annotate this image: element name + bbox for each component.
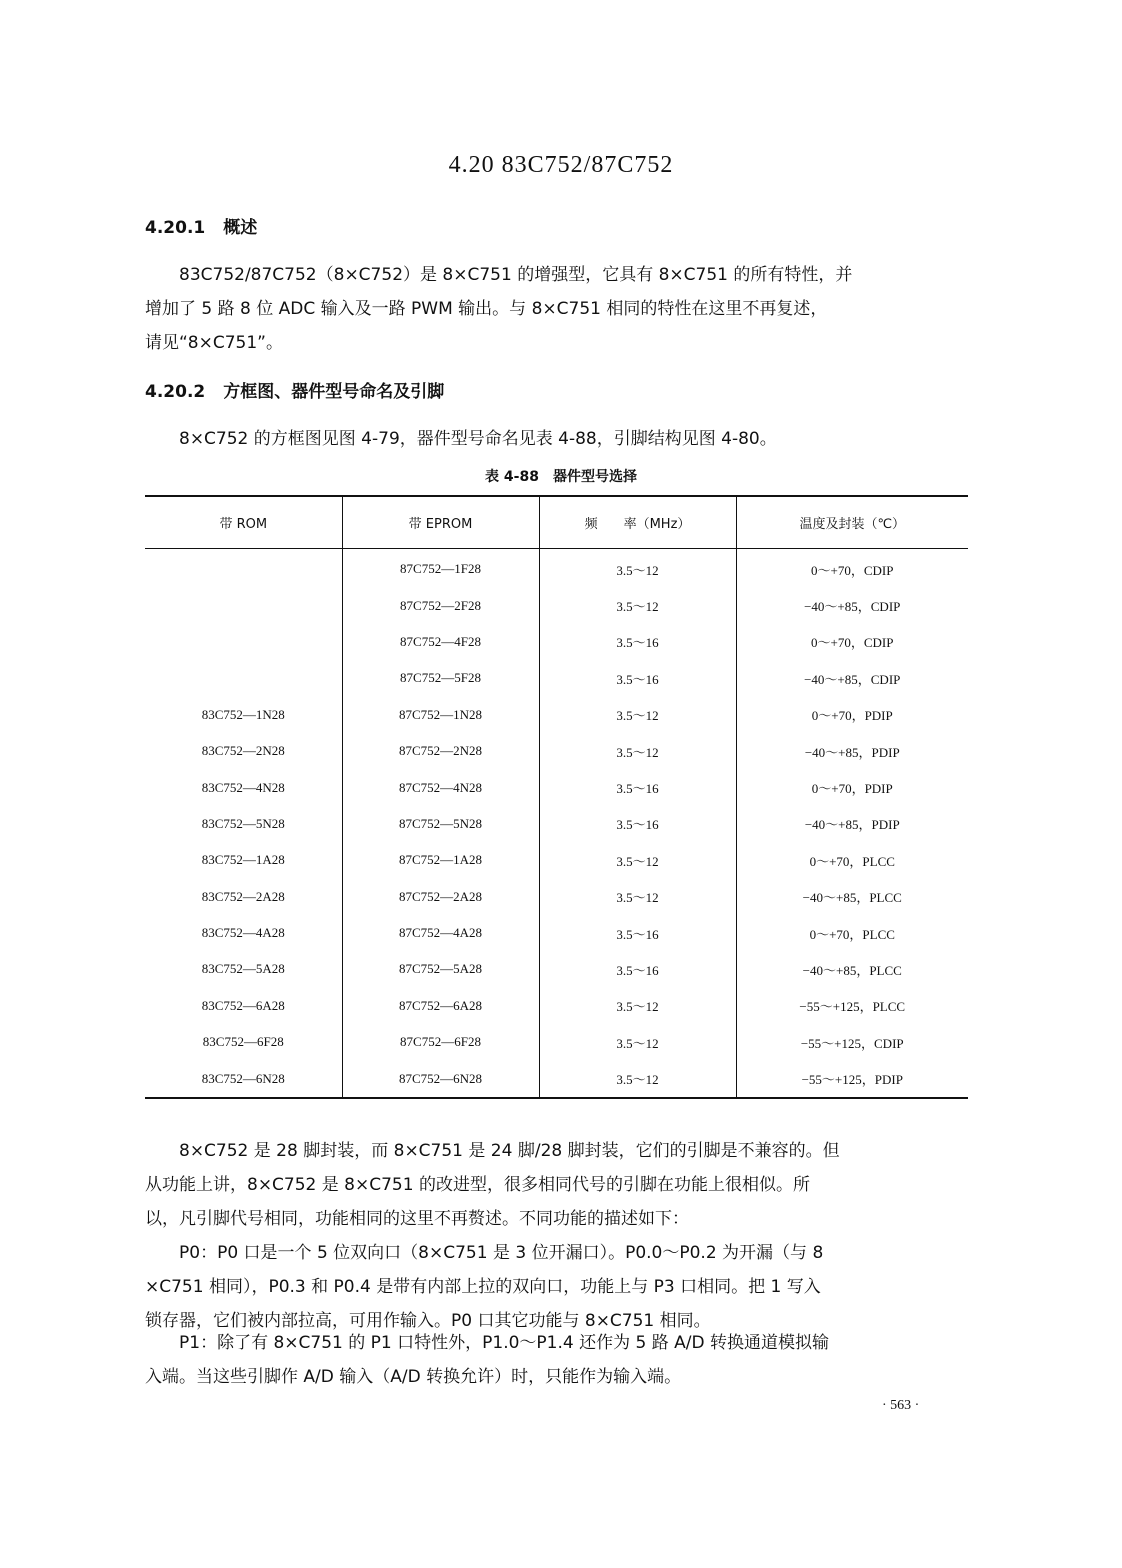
section-number: 4.20.2: [145, 382, 206, 402]
eprom-cell: 87C752—5N28: [342, 806, 539, 842]
text-line: 8×C752 是 28 脚封装，而 8×C751 是 24 脚/28 脚封装，它们的引脚是不兼容的。但: [179, 1141, 840, 1161]
page-number: · 563 ·: [882, 1398, 920, 1413]
p0-paragraph: [145, 1236, 971, 1338]
text-line: P0：P0 口是一个 5 位双向口（8×C751 是 3 位开漏口）。P0.0～P0.2 为开漏（与 8: [179, 1243, 824, 1263]
eprom-cell: 87C752—1F28: [342, 549, 539, 588]
rom-cell: 83C752—6A28: [201, 997, 285, 1013]
eprom-cell: 87C752—5F28: [342, 660, 539, 696]
rom-cell: 83C752—5A28: [201, 961, 285, 977]
column-header-rom: 带 ROM: [145, 496, 342, 549]
text-line: 锁存器，它们被内部拉高，可用作输入。P0 口其它功能与 8×C751 相同。: [145, 1311, 711, 1331]
rom-cell: 83C752—2N28: [201, 743, 285, 759]
frequency-cell: 3.5～12: [539, 1060, 736, 1097]
column-header-eprom: 带 EPROM: [342, 496, 539, 549]
rom-cell: 83C752—5N28: [201, 815, 285, 831]
table-row: [145, 951, 968, 987]
frequency-cell: 3.5～12: [539, 587, 736, 623]
table-row: [145, 624, 968, 660]
table-row: [145, 660, 968, 696]
eprom-cell: 87C752—1N28: [342, 697, 539, 733]
temp-package-cell: −55～+125，CDIP: [736, 1024, 968, 1060]
rom-cell: 83C752—1A28: [201, 852, 285, 868]
frequency-cell: 3.5～12: [539, 697, 736, 733]
temp-package-cell: 0～+70，PLCC: [736, 842, 968, 878]
frequency-cell: 3.5～12: [539, 842, 736, 878]
frequency-cell: 3.5～12: [539, 549, 736, 588]
table-row: [145, 769, 968, 805]
eprom-cell: 87C752—6F28: [342, 1024, 539, 1060]
eprom-cell: 87C752—2F28: [342, 587, 539, 623]
section-heading-block-diagram: [145, 377, 444, 402]
rom-cell: 83C752—6F28: [202, 1034, 284, 1050]
eprom-cell: 87C752—5A28: [342, 951, 539, 987]
rom-cell: [145, 660, 342, 696]
rom-cell: 83C752—6N28: [145, 1060, 342, 1097]
eprom-cell: 87C752—6N28: [342, 1060, 539, 1097]
temp-package-cell: −55～+125，PDIP: [736, 1060, 968, 1097]
frequency-cell: 3.5～12: [539, 1024, 736, 1060]
frequency-cell: 3.5～16: [539, 806, 736, 842]
eprom-cell: 87C752—2A28: [342, 879, 539, 915]
text-line: 请见“8×C751”。: [145, 333, 283, 353]
text-line: 以，凡引脚代号相同，功能相同的这里不再赘述。不同功能的描述如下：: [145, 1209, 689, 1229]
frequency-cell: 3.5～16: [539, 951, 736, 987]
intro-paragraph: [145, 258, 971, 360]
frequency-cell: 3.5～16: [539, 769, 736, 805]
frequency-cell: 3.5～12: [539, 988, 736, 1024]
temp-package-cell: −40～+85，CDIP: [736, 660, 968, 696]
text-line: ×C751 相同），P0.3 和 P0.4 是带有内部上拉的双向口，功能上与 P3 口相同。把 1 写入: [145, 1277, 821, 1297]
table-caption-title: 器件型号选择: [552, 469, 637, 485]
frequency-cell: 3.5～16: [539, 624, 736, 660]
temp-package-cell: 0～+70，PDIP: [736, 697, 968, 733]
table-row: [145, 697, 968, 733]
temp-package-cell: −40～+85，CDIP: [736, 587, 968, 623]
section-number: 4.20.1: [145, 218, 206, 238]
table-caption: [0, 466, 1122, 486]
rom-cell: [145, 587, 342, 623]
frequency-cell: 3.5～16: [539, 660, 736, 696]
eprom-cell: 87C752—4N28: [342, 769, 539, 805]
table-row: [145, 988, 968, 1024]
table-header-row: [145, 496, 968, 549]
section-heading-overview: [145, 213, 257, 238]
text-line: 从功能上讲，8×C752 是 8×C751 的改进型，很多相同代号的引脚在功能上很相似。所: [145, 1175, 810, 1195]
temp-package-cell: 0～+70，PDIP: [736, 769, 968, 805]
frequency-cell: 3.5～12: [539, 879, 736, 915]
section-title: 概述: [223, 218, 258, 238]
rom-cell: [145, 549, 342, 588]
temp-package-cell: −40～+85，PDIP: [736, 806, 968, 842]
column-header-temp-package: 温度及封装（℃）: [736, 496, 968, 549]
rom-cell: 83C752—2A28: [201, 888, 285, 904]
frequency-cell: 3.5～12: [539, 733, 736, 769]
temp-package-cell: 0～+70，PLCC: [736, 915, 968, 951]
table-caption-number: 表 4-88: [485, 469, 539, 485]
rom-cell: 83C752—1N28: [201, 706, 285, 722]
rom-cell: [145, 624, 342, 660]
column-header-frequency: 频 率（MHz）: [539, 496, 736, 549]
table-row: [145, 1024, 968, 1060]
temp-package-cell: −40～+85，PLCC: [736, 951, 968, 987]
section-title: 方框图、器件型号命名及引脚: [223, 382, 445, 402]
p1-paragraph: [145, 1326, 971, 1394]
table-row: [145, 915, 968, 951]
text-line: 8×C752 的方框图见图 4-79，器件型号命名见表 4-88，引脚结构见图 4-80。: [179, 429, 777, 449]
table-row: [145, 879, 968, 915]
table-row: [145, 1060, 968, 1097]
table-row: [145, 549, 968, 588]
eprom-cell: 87C752—4F28: [342, 624, 539, 660]
table-row: [145, 842, 968, 878]
table-row: [145, 587, 968, 623]
temp-package-cell: −55～+125，PLCC: [736, 988, 968, 1024]
text-line: P1：除了有 8×C751 的 P1 口特性外，P1.0～P1.4 还作为 5 路 A/D 转换通道模拟输: [179, 1333, 829, 1353]
text-line: 83C752/87C752（8×C752）是 8×C751 的增强型，它具有 8×C751 的所有特性，并: [179, 265, 853, 285]
text-line: 增加了 5 路 8 位 ADC 输入及一路 PWM 输出。与 8×C751 相同的特性在这里不再复述，: [145, 299, 828, 319]
rom-cell: 83C752—4N28: [201, 779, 285, 795]
page-title: 4.20 83C752/87C752: [448, 152, 674, 178]
temp-package-cell: −40～+85，PLCC: [736, 879, 968, 915]
pin-compat-paragraph: [145, 1134, 971, 1236]
temp-package-cell: 0～+70，CDIP: [736, 624, 968, 660]
block-intro-paragraph: [145, 422, 971, 456]
temp-package-cell: −40～+85，PDIP: [736, 733, 968, 769]
table-row: [145, 733, 968, 769]
eprom-cell: 87C752—1A28: [342, 842, 539, 878]
temp-package-cell: 0～+70，CDIP: [736, 549, 968, 588]
rom-cell: 83C752—4A28: [201, 925, 285, 941]
device-selection-table: [145, 495, 968, 1099]
table-row: [145, 806, 968, 842]
eprom-cell: 87C752—6A28: [342, 988, 539, 1024]
frequency-cell: 3.5～16: [539, 915, 736, 951]
text-line: 入端。当这些引脚作 A/D 输入（A/D 转换允许）时，只能作为输入端。: [145, 1367, 682, 1387]
eprom-cell: 87C752—2N28: [342, 733, 539, 769]
eprom-cell: 87C752—4A28: [342, 915, 539, 951]
